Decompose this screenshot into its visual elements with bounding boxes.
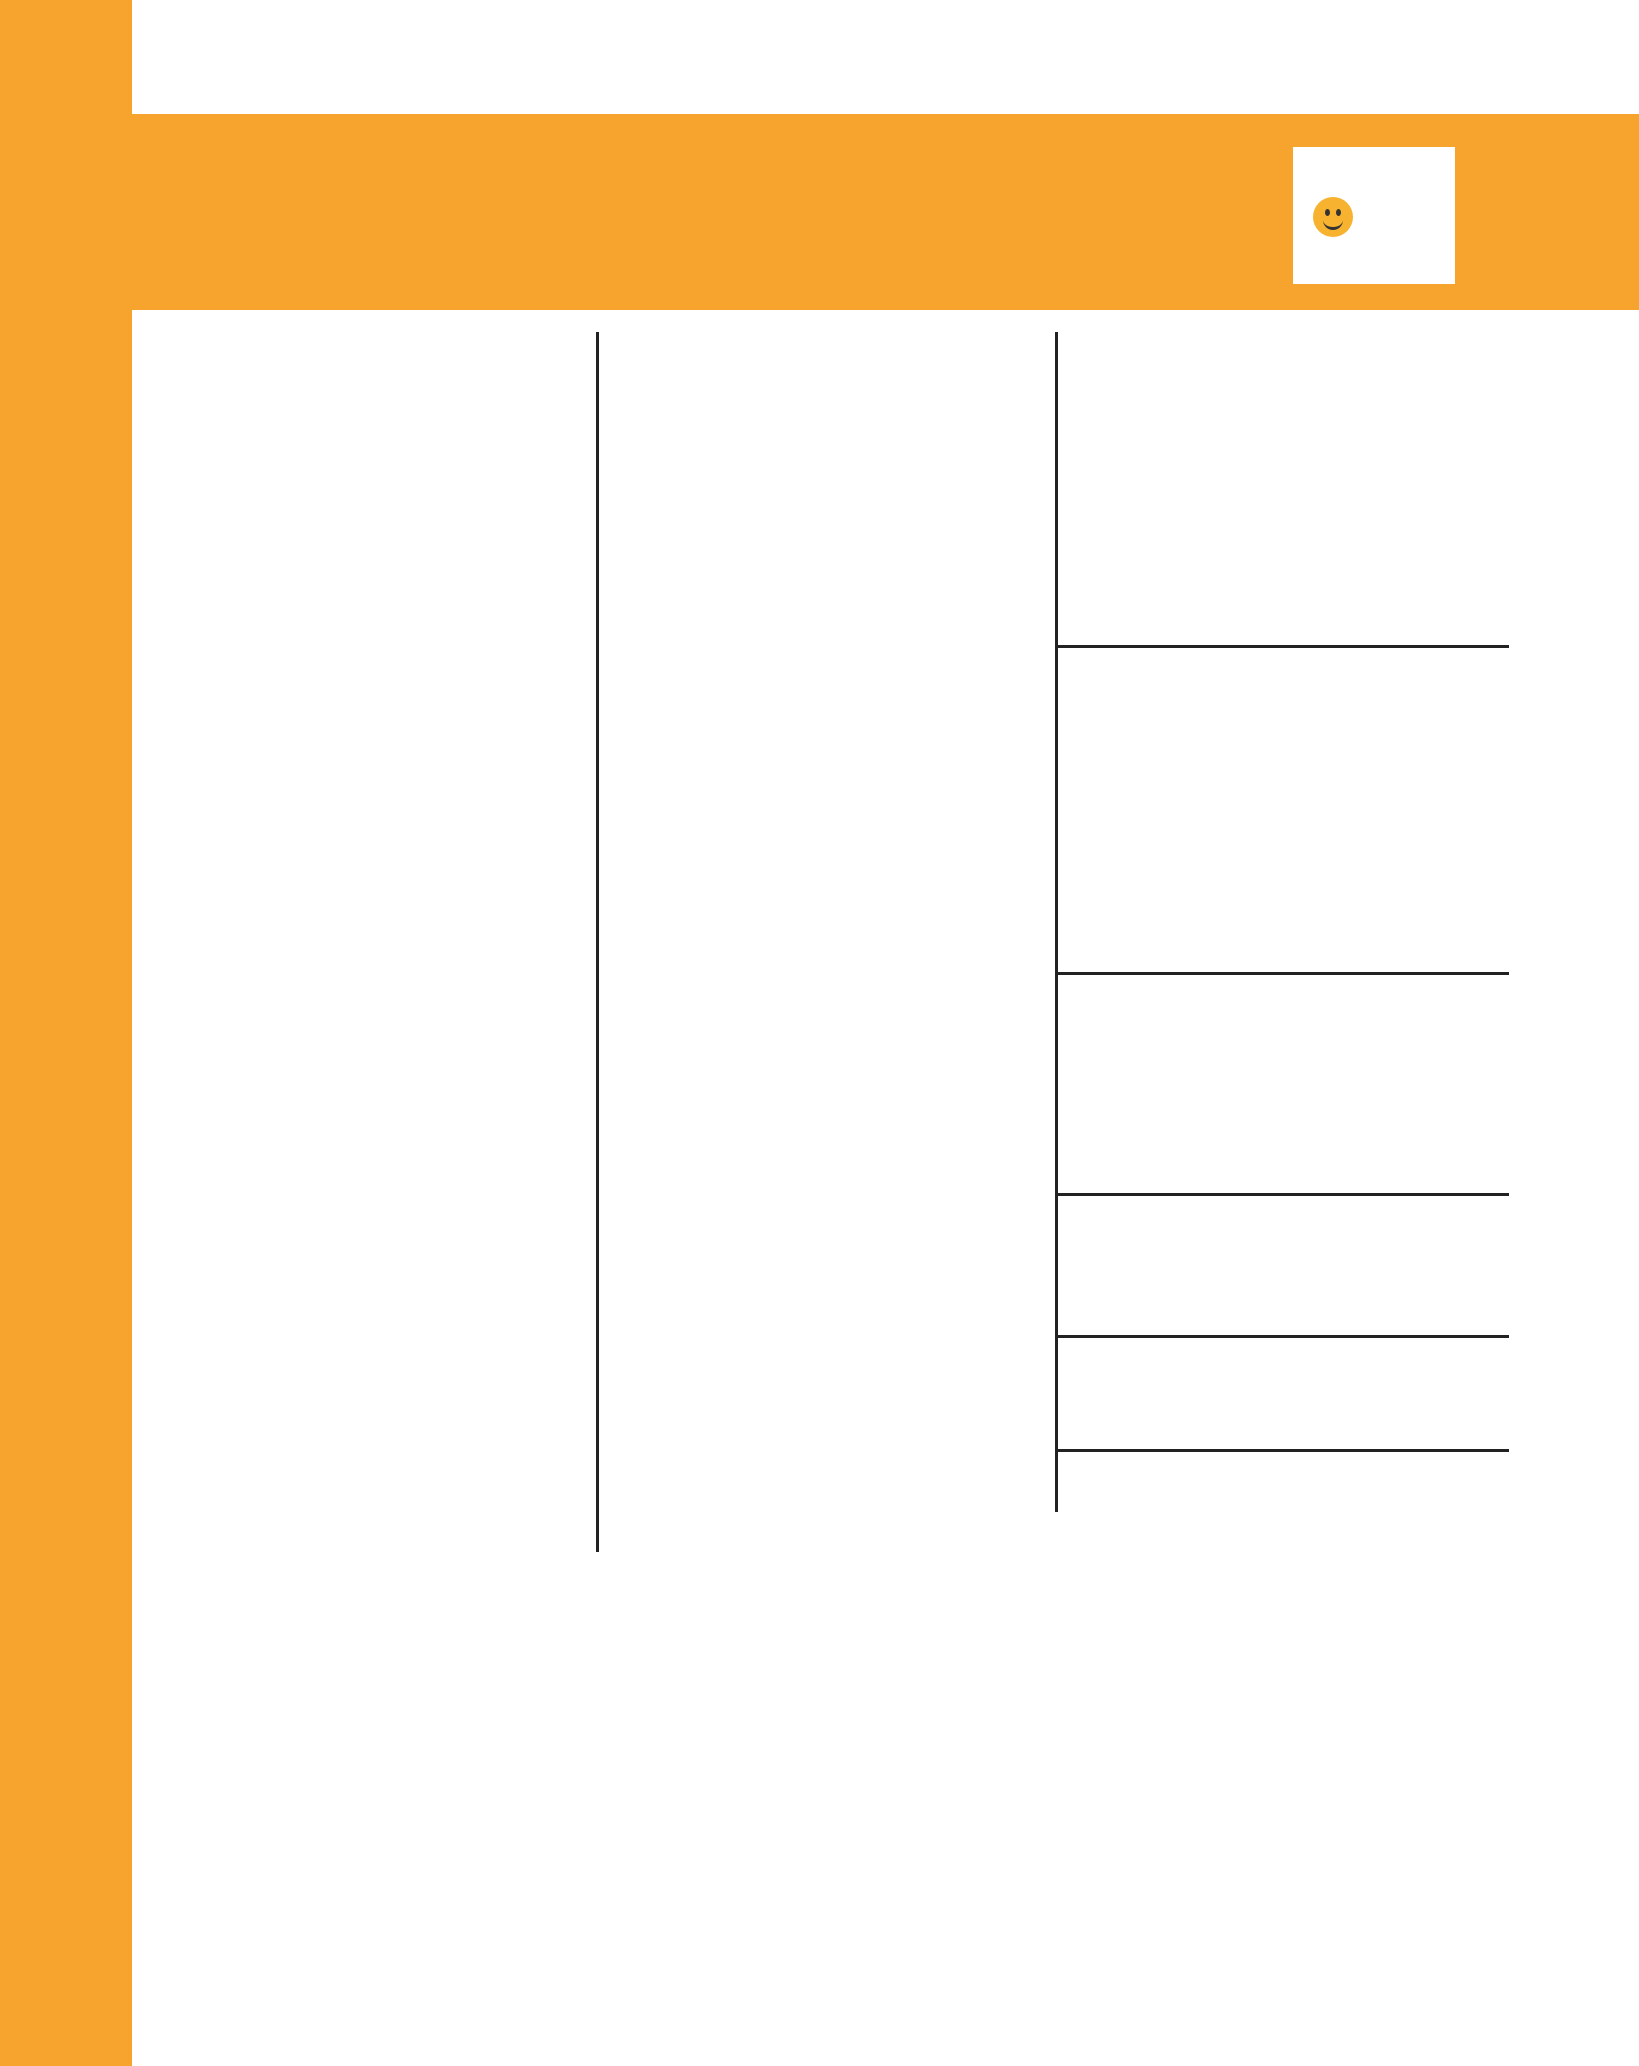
sidebar <box>0 0 132 2066</box>
header-band <box>132 114 1639 310</box>
divider-obtain <box>1057 972 1509 975</box>
divider-info <box>1057 645 1509 648</box>
divider-schedule <box>1057 1449 1509 1452</box>
macul-logo <box>1293 147 1455 284</box>
divider-institution <box>1057 1193 1509 1196</box>
smiley-icon <box>1313 197 1353 237</box>
divider-cost <box>1057 1335 1509 1338</box>
column-divider-1 <box>596 332 599 1552</box>
